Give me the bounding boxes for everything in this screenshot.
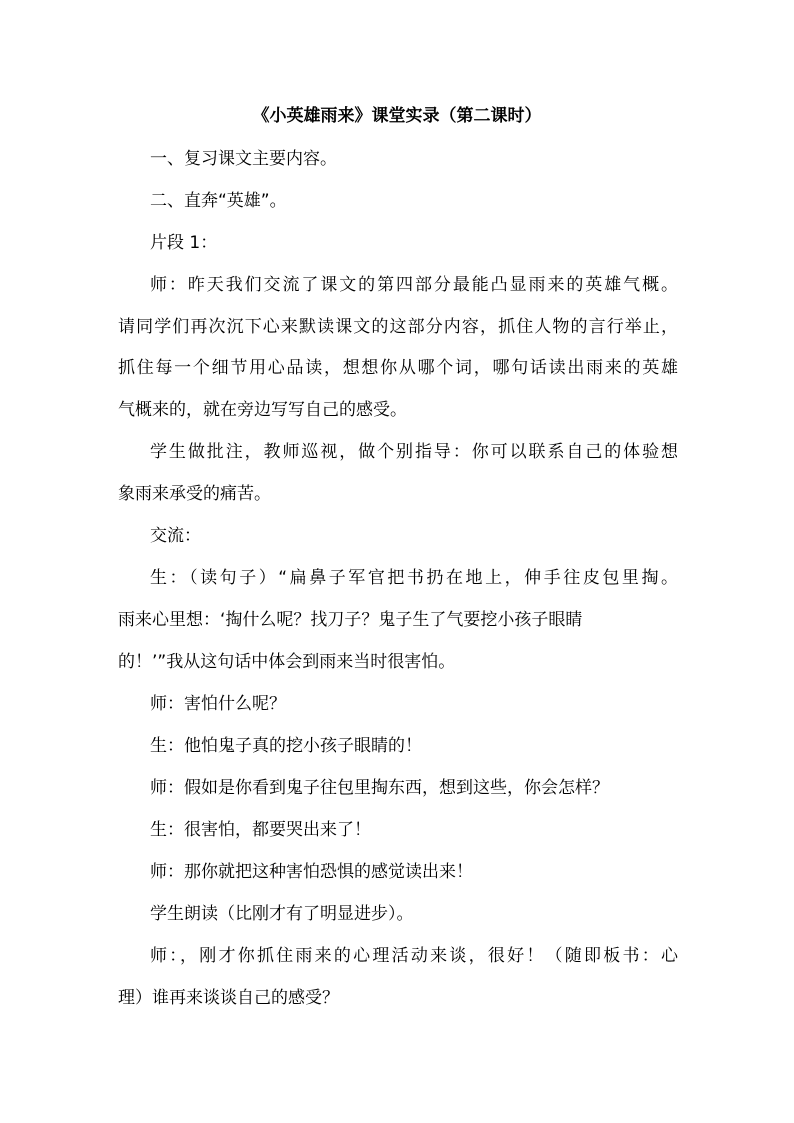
text-line: 雨来心里想：‘掏什么呢？找刀子？鬼子生了气要挖小孩子眼睛 — [118, 610, 583, 630]
text-line: 生：很害怕，都要哭出来了！ — [150, 820, 371, 840]
text-line: 象雨来承受的痛苦。 — [118, 484, 271, 504]
text-line: 一、复习课文主要内容。 — [150, 149, 337, 169]
text-line: 交流： — [150, 526, 201, 546]
text-line: 理）谁再来谈谈自己的感受？ — [118, 988, 339, 1008]
text-line: 师：假如是你看到鬼子往包里掏东西，想到这些，你会怎样？ — [150, 778, 609, 798]
document-title: 《小英雄雨来》课堂实录（第二课时） — [252, 106, 542, 126]
text-line: 生：（读句子）“扁鼻子军官把书扔在地上，伸手往皮包里掏。 — [150, 568, 678, 588]
text-line: 片段 1： — [150, 233, 218, 253]
text-line: 师：昨天我们交流了课文的第四部分最能凸显雨来的英雄气概。 — [150, 275, 678, 295]
text-line: 的！’”我从这句话中体会到雨来当时很害怕。 — [118, 652, 456, 672]
text-line: 师：害怕什么呢？ — [150, 694, 286, 714]
text-line: 生：他怕鬼子真的挖小孩子眼睛的！ — [150, 736, 422, 756]
text-line: 学生做批注，教师巡视，做个别指导：你可以联系自己的体验想 — [150, 442, 678, 462]
text-line: 学生朗读（比刚才有了明显进步）。 — [150, 904, 414, 924]
text-line: 师：，刚才你抓住雨来的心理活动来谈，很好！（随即板书：心 — [150, 946, 678, 966]
text-line: 师：那你就把这种害怕恐惧的感觉读出来！ — [150, 862, 473, 882]
text-line: 请同学们再次沉下心来默读课文的这部分内容，抓住人物的言行举止， — [118, 317, 678, 337]
text-line: 二、直奔“英雄”。 — [150, 191, 287, 211]
text-line: 气概来的，就在旁边写写自己的感受。 — [118, 400, 407, 420]
text-line: 抓住每一个细节用心品读，想想你从哪个词，哪句话读出雨来的英雄 — [118, 358, 678, 378]
